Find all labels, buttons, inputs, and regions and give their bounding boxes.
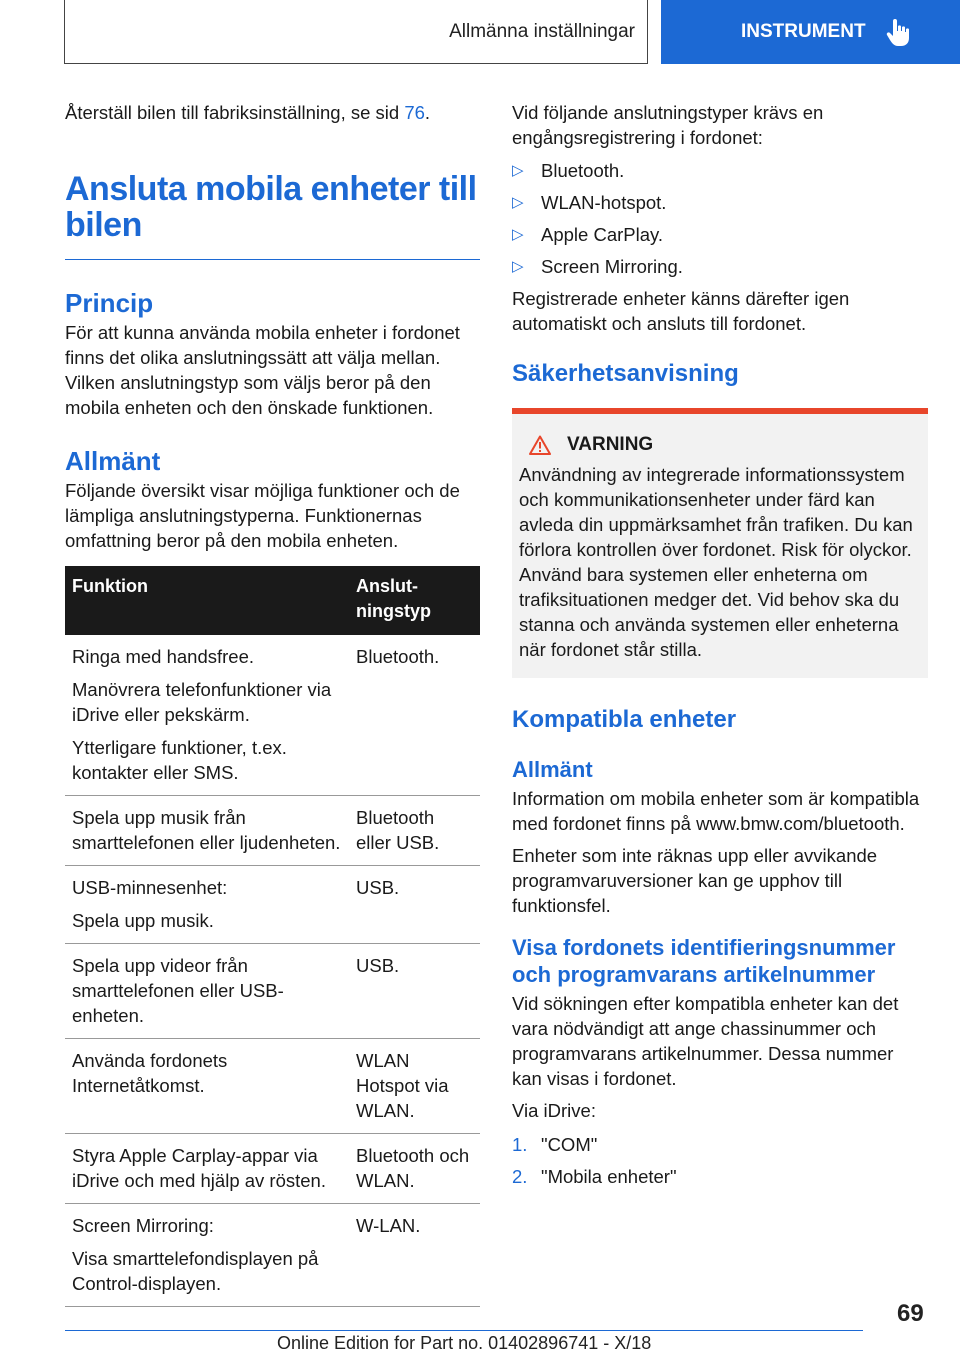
right-column: [512, 100, 928, 1196]
registration-after: Registrerade enheter känns därefter igen automatiskt och ansluts till fordonet.: [512, 288, 850, 334]
table-cell-connection: W-LAN.: [349, 1204, 480, 1307]
table-cell-connection: Bluetooth och WLAN.: [349, 1134, 480, 1204]
table-row: [65, 1204, 480, 1307]
section-title: Allmänna inställningar: [449, 20, 635, 42]
function-line: Styra Apple Carplay-appar via iDrive och med hjälp av rösten.: [72, 1145, 326, 1191]
principle-text: För att kunna använda mobila enheter i fordonet finns det olika anslutningssätt att välja mellan. Vilken anslutningstyp som väljs beror på den mobila enheten och den önskade funktionen.: [65, 322, 460, 418]
heading-rule: [65, 259, 480, 260]
safety-heading: Säkerhetsanvisning: [512, 360, 739, 387]
identification-text: Vid sökningen efter kompatibla enheter kan det vara nödvändigt att ange chassinummer och programvarans artikelnummer. Dessa nummer kan visas i fordonet.: [512, 993, 899, 1089]
function-line: USB-minnesenhet:: [72, 877, 228, 898]
intro-paragraph: Återställ bilen till fabriksinställning, se sid 76.: [65, 102, 431, 123]
table-header-function: Funktion: [65, 566, 349, 635]
compatible-devices-heading: Kompatibla enheter: [512, 706, 737, 733]
identification-heading: Visa fordonets identifieringsnummer och programvarans artikelnummer: [512, 935, 896, 987]
table-row: [65, 1134, 480, 1204]
warning-header: [519, 434, 920, 456]
table-cell-connection: WLAN Hotspot via WLAN.: [349, 1039, 480, 1134]
table-cell-connection: Bluetooth eller USB.: [349, 796, 480, 866]
general-heading: Allmänt: [65, 446, 161, 476]
touch-hand-icon: [886, 17, 912, 47]
chapter-title: INSTRUMENT: [741, 21, 866, 42]
footer-edition: Online Edition for Part no. 01402896741 - X/18: [277, 1333, 652, 1353]
table-cell-function: [65, 635, 349, 796]
connection-types-list: [512, 158, 928, 279]
page-number: 69: [897, 1300, 924, 1327]
table-cell-connection: USB.: [349, 866, 480, 944]
page-reference-link[interactable]: 76: [404, 102, 425, 123]
function-line: Spela upp musik från smarttelefonen eller ljudenheten.: [72, 807, 341, 853]
list-item: ▷ Bluetooth.: [512, 160, 625, 181]
compatible-general-heading: Allmänt: [512, 757, 593, 782]
compatible-text-1: Information om mobila enheter som är kompatibla med fordonet finns på www.bmw.com/bluetooth.: [512, 788, 920, 834]
table-cell-function: [65, 866, 349, 944]
function-line: Spela upp musik.: [72, 910, 214, 931]
table-row: [65, 635, 480, 796]
table-cell-function: [65, 1039, 349, 1134]
function-line: Manövrera telefonfunktioner via iDrive eller pekskärm.: [72, 679, 332, 725]
list-item: ▷ Apple CarPlay.: [512, 224, 664, 245]
warning-label: VARNING: [567, 434, 654, 455]
function-line: Använda fordonets Internetåtkomst.: [72, 1050, 228, 1096]
registration-intro: Vid följande anslutningstyper krävs en engångsregistrering i fordonet:: [512, 102, 824, 148]
table-cell-connection: Bluetooth.: [349, 635, 480, 796]
functions-table: [65, 566, 480, 1307]
compatible-text-2: Enheter som inte räknas upp eller avvikande programvaruversioner kan ge upphov till funktionsfel.: [512, 845, 878, 916]
table-header-row: [65, 566, 480, 635]
table-cell-function: [65, 1204, 349, 1307]
table-cell-function: [65, 796, 349, 866]
steps-list: [512, 1132, 928, 1189]
table-header-connection: Anslut- ningstyp: [349, 566, 480, 635]
general-text: Följande översikt visar möjliga funktioner och de lämpliga anslutningstyperna. Funktionernas omfattning beror på den mobila enheten.: [65, 480, 460, 551]
table-row: [65, 796, 480, 866]
list-item: ▷ Screen Mirroring.: [512, 256, 683, 277]
triangle-bullet-icon: ▷: [512, 194, 524, 211]
table-cell-function: [65, 1134, 349, 1204]
left-column: [65, 100, 480, 1307]
step-item: 2. "Mobila enheter": [512, 1166, 677, 1187]
warning-text: Användning av integrerade informationssystem och kommunikationsenheter under färd kan avleda din uppmärksamhet från trafiken. Du kan förlora kontrollen över fordonet. Risk för olyckor. Använd bara systemen eller enheterna om trafiksituationen medger det. Vid behov ska du stanna och använda systemen eller enheterna när fordonet står stilla.: [519, 464, 913, 660]
function-line: Spela upp videor från smarttelefonen eller USB-enheten.: [72, 955, 284, 1026]
function-line: Ringa med handsfree.: [72, 646, 255, 667]
step-item: 1. "COM": [512, 1134, 598, 1155]
triangle-bullet-icon: ▷: [512, 258, 524, 275]
function-line: Visa smarttelefondisplayen på Control-displayen.: [72, 1248, 319, 1294]
function-line: Screen Mirroring:: [72, 1215, 214, 1236]
triangle-bullet-icon: ▷: [512, 162, 524, 179]
running-header-chapter: [661, 0, 960, 64]
table-cell-connection: USB.: [349, 944, 480, 1039]
footer-rule: [65, 1330, 863, 1331]
chapter-heading: Ansluta mobila enheter till bilen: [65, 170, 477, 244]
table-row: [65, 944, 480, 1039]
principle-heading: Princip: [65, 288, 154, 318]
warning-box: [512, 408, 928, 678]
list-item: ▷ WLAN-hotspot.: [512, 192, 667, 213]
warning-triangle-icon: [529, 435, 551, 455]
via-idrive: Via iDrive:: [512, 1100, 596, 1121]
table-row: [65, 1039, 480, 1134]
table-row: [65, 866, 480, 944]
triangle-bullet-icon: ▷: [512, 226, 524, 243]
table-cell-function: [65, 944, 349, 1039]
running-header-section: [64, 0, 648, 64]
function-line: Ytterligare funktioner, t.ex. kontakter eller SMS.: [72, 737, 287, 783]
